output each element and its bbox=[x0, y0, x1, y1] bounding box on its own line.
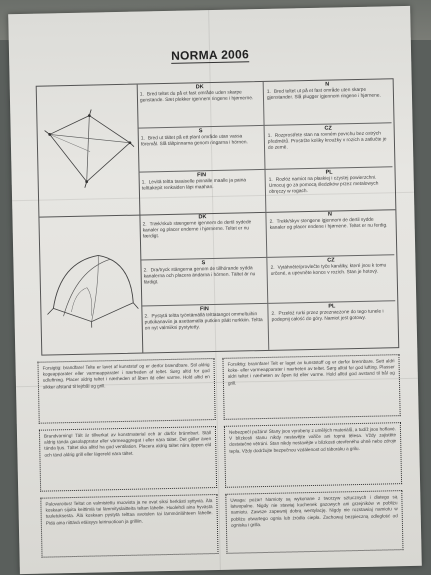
instruction-sheet bbox=[8, 6, 422, 574]
cell-s-2: S 2. Dra/tryck stängerna genom de tillhörande sydda kanalerna och placera ändarna i hörnen. Tältet är nu färdigt. bbox=[140, 258, 268, 307]
cell-dk-1: DK 1. Bred teltet du på et fast område uden skarpe genstande. Sæt plekker igennem ringene i hjørnerne. bbox=[137, 82, 265, 129]
warning-boxes bbox=[37, 354, 403, 558]
cell-n-1: N 1. Bred teltet ut på et fast område uten skarpe gjenstander. Slå plugger igjennom ringene i hjørnene. bbox=[264, 79, 392, 126]
tent-flat-drawing bbox=[37, 85, 140, 217]
tent-dome-drawing bbox=[39, 215, 142, 355]
tent-dome-illustration bbox=[39, 215, 143, 355]
cell-cz-1: CZ 1. Rozprostřete stan na rovném povrchu bez ostrých předmětů. Prostrčte kolíky kroužky v rozích a zatlučte je do země. bbox=[265, 123, 393, 170]
step-2-cells bbox=[139, 209, 398, 352]
cell-s-1: S 1. Bred ut tältet på ett plant område utan vassa föremål. Slå tältpinnarna genom ringarna i hörnen. bbox=[138, 126, 266, 173]
warning-s: Brandvarning! Tält är tillverkat av konstmaterial och är därför brännbart. Ställ aldrig tända gasolappratar eller värmeaggregat i eller nära tältet. Det gäller även tända ljus. Tältet ska alltid ha god ventilation. Placera aldrig tältet nära öppen eld och tänd aldrig grill eller lägereld nära tältet. bbox=[39, 426, 217, 492]
warning-pl: Uwaga: pożar! Namioty są wykonane z tworzyw sztucznych i dlatego są łatwopalne. Nigdy nie stawiaj kuchenek gazowych ani grzejników w pobliżu namiotu. Zawsze zapewnij dobrą wentylację. Nigdy nie rozstawiaj namiotu w pobliżu otwartego ognia lub źródła ciepła. Zachowaj bezpieczną odległość od ogniska i grilla. bbox=[225, 490, 403, 554]
cell-n-2: N 2. Trekk/skyv stengene igjennom de dertil sydde kanaler og placer endene i hjørnene. Teltet er nu ferdig. bbox=[266, 209, 394, 258]
cell-fin-1: FIN 1. Levitä teltta tasaiselle pinnalle maalle ja paina telttakepit renkaiden läpi maahan. bbox=[139, 170, 267, 215]
warning-n: Forsiktig: brannfare! Telt er laget av kunststoff og er derfor brennbare. Sett aldri koke- eller varmeapparater i nærheten av teltet. Sørg alltid for god lufting. Plasser aldri teltet i nærheten av åpen ild eller varme. Hold alltid god avstand til bål og grill. bbox=[222, 354, 400, 420]
instruction-grid bbox=[36, 78, 400, 355]
step-1-row bbox=[37, 79, 396, 217]
cell-dk-2: DK 2. Træk/skub stængerne igennem de dertil sydede kanaler og placer enderne i hjørnerne. Teltet er nu færdigt. bbox=[139, 212, 267, 261]
cell-fin-2: FIN 2. Pystytä teltta työntämällä telttatangot ommeltuihin putkikanaviin ja asettamalla putkien päät nurkkiin. Teltta on nyt valmiiksi pystytetty. bbox=[141, 304, 269, 353]
warning-cz: Nebezpečí požáru! Stany jsou vyrobeny z umělých materiálů, a tudíž jsou hořlavé. V blízkosti stanu nikdy nestavějte vařiče ani topná tělesa. Vždy zajistěte dostatečné větrání. Stan nikdy nestavějte v blízkosti otevřeného ohně nebo zdroje tepla. Vždy dodržujte bezpečnou vzdálenost od táboráku a grilu. bbox=[224, 422, 402, 488]
warning-fin: Palovaroitus! Teltat on valmistettu muovista ja ne ovat siksi herkästi syttyviä. Älä koskaan sijoita keittimiä tai lämmityslaitteita teltan lähelle. Huolehdi aina hyvästä tuuletuksesta. Älä koskaan pystytä telttaa avotulen tai lämmönlähteen lähelle. Pidä aina riittävä etäisyys leirinuotioon ja grilliin. bbox=[40, 494, 218, 558]
step-1-cells bbox=[137, 79, 396, 214]
tent-flat-illustration bbox=[37, 85, 141, 217]
cell-pl-1: PL 1. Rozłóż namiot na płaskiej i czystej powierzchni. Umocuj go za pomocą śledzików przez metalowych obręczy w rogach. bbox=[268, 169, 379, 195]
step-2-row bbox=[39, 209, 398, 354]
cell-cz-2: CZ 2. Vytáhněte/provlečte tyče kanálky, které jsou k tomu určené, a upevněte konce v rozích. Stan je hotový. bbox=[267, 255, 395, 304]
warning-dk: Forsigtig: brandfare! Telte er lavet af kunststof og er derfor brændbare. Stil aldrig kogeapparater eller varmeapparater i nærheden af teltet. Sørg altid for god udluftning. Placer aldrig teltet i nærheden af åben ild eller varme. Hold altid en sikker afstand til lejrbål og grill. bbox=[37, 358, 215, 424]
document-title: NORMA 2006 bbox=[170, 47, 250, 63]
cell-pl-2: PL 2. Przełóż rurki przez przeznaczone do tego tunele i podepnij całość do góry. Namiot jest gotowy. bbox=[271, 303, 384, 323]
